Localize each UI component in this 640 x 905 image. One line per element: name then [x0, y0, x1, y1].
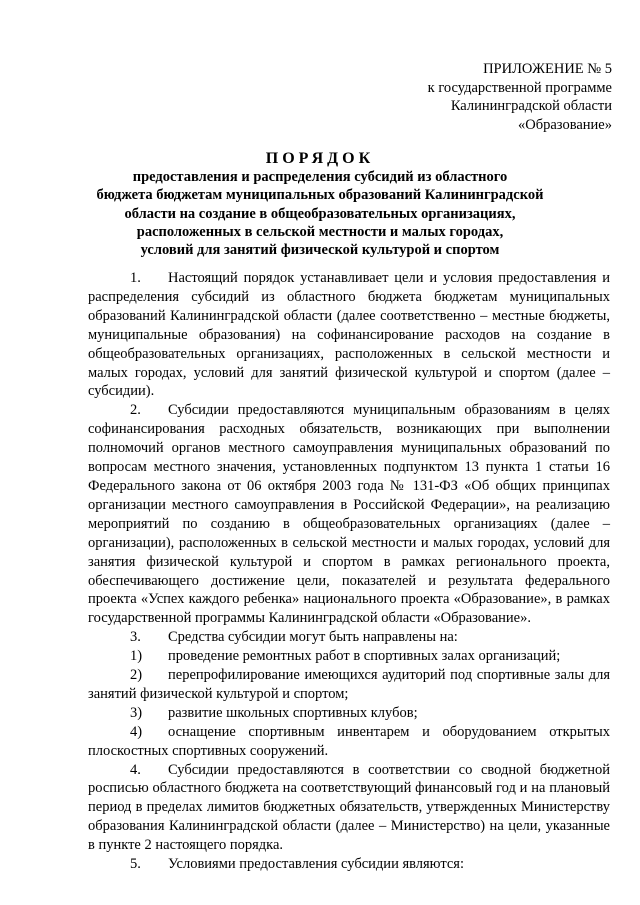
list-item-4 — [88, 723, 610, 761]
annex-number: ПРИЛОЖЕНИЕ № 5 — [483, 61, 612, 77]
list-item-number: 4) — [130, 723, 143, 740]
paragraph-number: 1. — [130, 270, 141, 286]
document-title: ПОРЯДОК — [265, 150, 375, 167]
paragraph-3 — [88, 628, 610, 647]
subtitle-line: бюджета бюджетам муниципальных образований Калининградской — [96, 187, 544, 204]
annex-region: Калининградской области — [450, 98, 612, 114]
paragraph-5 — [88, 855, 610, 874]
paragraph-1 — [88, 269, 610, 401]
paragraph-text: Условиями предоставления субсидии являются: — [168, 856, 464, 873]
list-item-1 — [88, 647, 610, 666]
list-item-3 — [88, 704, 610, 723]
list-item-number: 3) — [130, 704, 143, 721]
list-item-text: оснащение спортивным инвентарем и оборудованием открытых плоскостных спортивных сооружений. — [88, 723, 610, 759]
list-item-text: развитие школьных спортивных клубов; — [168, 704, 418, 721]
annex-header — [412, 60, 612, 134]
list-item-text: проведение ремонтных работ в спортивных залах организаций; — [168, 648, 561, 665]
paragraph-text: Субсидии предоставляются в соответствии со сводной бюджетной росписью областного бюджета на соответствующий финансовый год и на плановый период в пределах лимитов бюджетных обязательств, утвержденных Министерству образования Калининградской области (далее – Министерство) на цели, указанные в пункте 2 настоящего порядка. — [88, 761, 610, 854]
list-item-2 — [88, 666, 610, 704]
subtitle-line: расположенных в сельской местности и малых городах, — [136, 223, 504, 240]
paragraph-text: Субсидии предоставляются муниципальным образованиям в целях софинансирования расходных обязательств, возникающих при выполнении полномочий органов местного самоуправления муниципальных образований по вопросам местного значения, установленных подпунктом 13 пункта 1 статьи 16 Федерального закона от 06 октября 2003 года № 131-ФЗ «Об общих принципах организации местного самоуправления в Российской Федерации», на реализацию мероприятий по созданию в общеобразовательных организациях (далее – организации), расположенных в сельской местности и малых городах, условий для занятия физической культурой и спортом в рамках регионального проекта, обеспечивающего достижение цели, показателей и результата федерального проекта «Успех каждого ребенка» национального проекта «Образование», в рамках государственной программы Калининградской области «Образование». — [88, 402, 610, 627]
subtitle-line: предоставления и распределения субсидий из областного — [132, 169, 508, 185]
annex-reference: к государственной программе — [427, 79, 612, 96]
paragraph-text: Средства субсидии могут быть направлены на: — [168, 629, 458, 646]
document-subtitle — [80, 168, 560, 259]
list-item-number: 2) — [130, 667, 143, 684]
paragraph-number: 5. — [130, 856, 141, 873]
paragraph-number: 3. — [130, 629, 141, 646]
document-body — [88, 269, 610, 874]
list-item-number: 1) — [130, 648, 143, 665]
subtitle-line: условий для занятий физической культурой и спортом — [140, 242, 500, 259]
paragraph-number: 2. — [130, 402, 141, 419]
list-item-text: перепрофилирование имеющихся аудиторий под спортивные залы для занятий физической культурой и спортом; — [88, 667, 610, 702]
paragraph-text: Настоящий порядок устанавливает цели и условия предоставления и распределения субсидий из областного бюджета бюджетам муниципальных образований Калининградской области (далее соответственно – местные бюджеты, муниципальные образования) на софинансирование расходов на создание в общеобразовательных организациях, расположенных в сельской местности и малых городах, условий для занятий физической культурой и спортом (далее – субсидии). — [88, 270, 610, 400]
paragraph-4 — [88, 761, 610, 856]
annex-program: «Образование» — [518, 116, 612, 133]
paragraph-number: 4. — [130, 761, 141, 778]
subtitle-line: области на создание в общеобразовательных организациях, — [124, 205, 516, 222]
paragraph-2 — [88, 401, 610, 628]
